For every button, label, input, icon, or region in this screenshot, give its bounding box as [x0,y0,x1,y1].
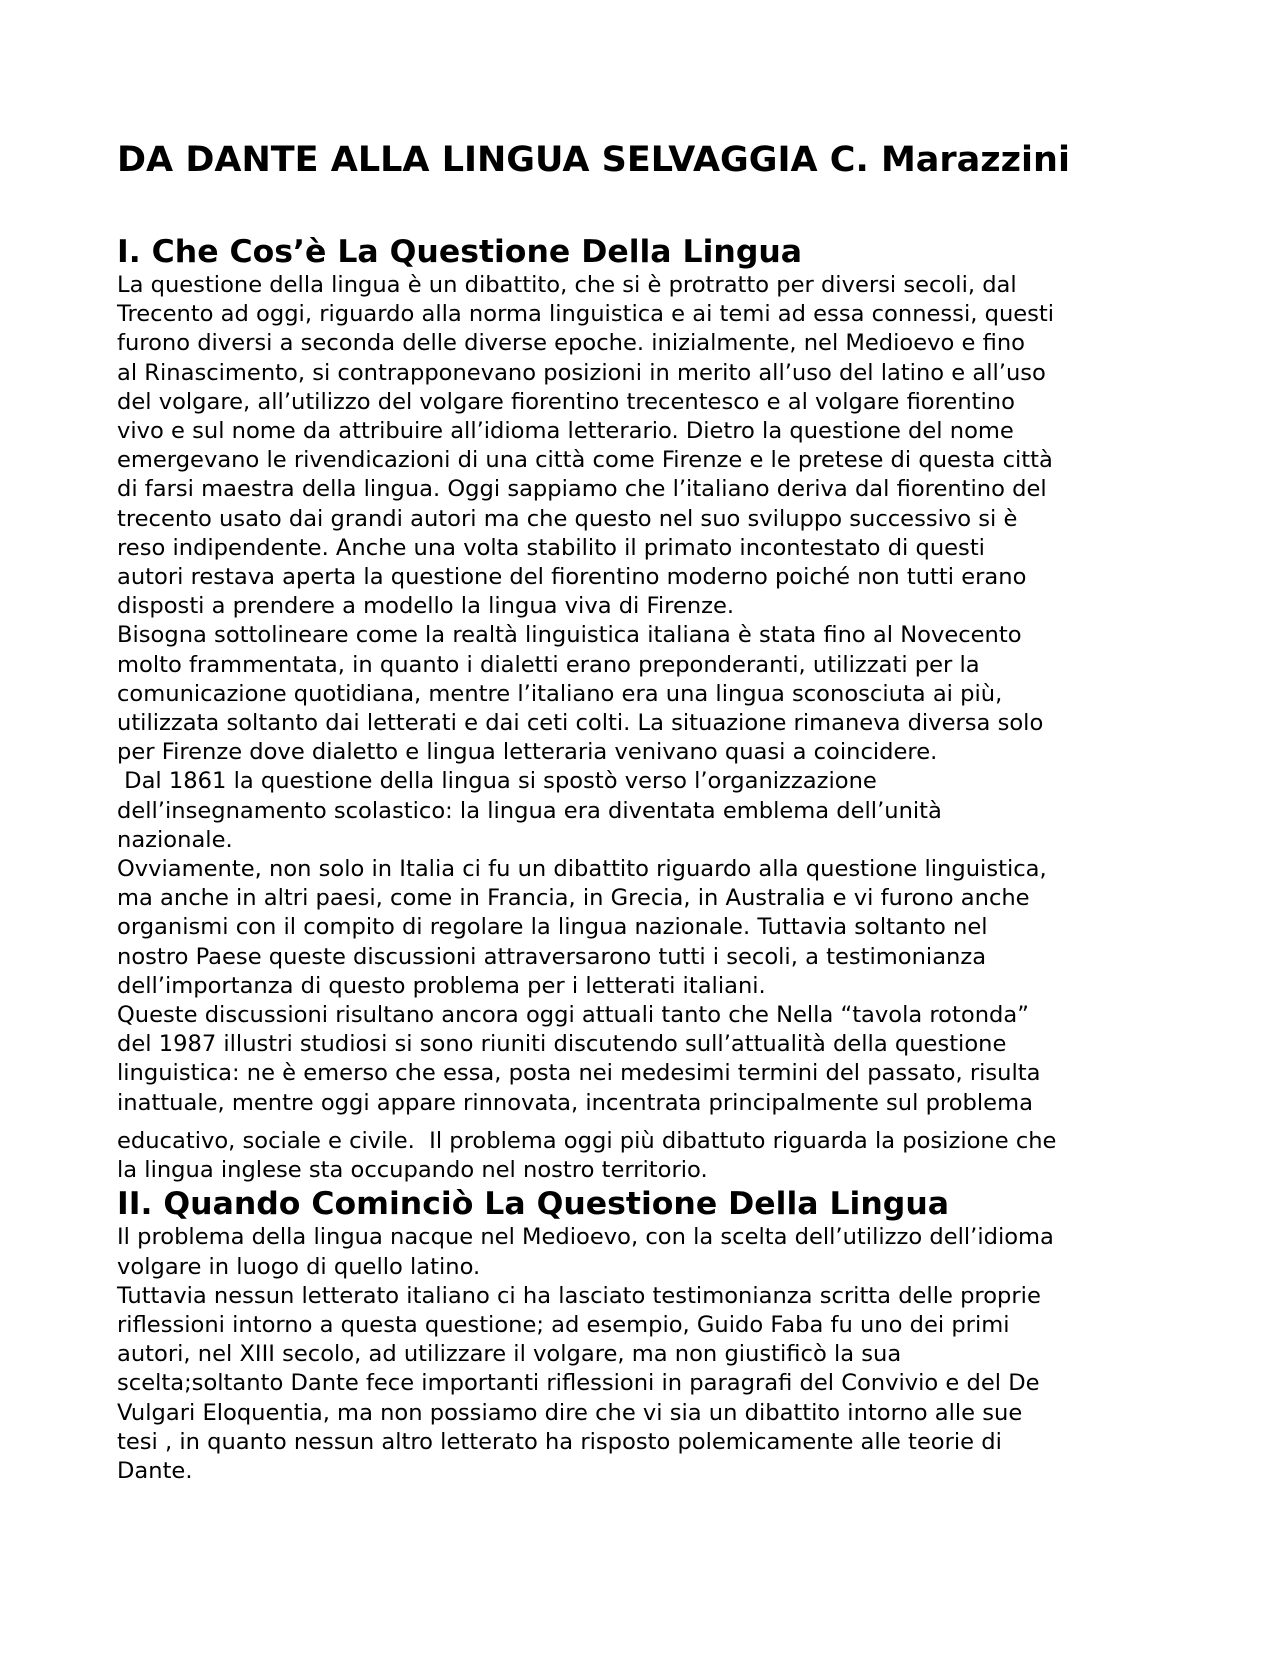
body-line: organismi con il compito di regolare la lingua nazionale. Tuttavia soltanto nel [117,914,988,941]
body-line: inattuale, mentre oggi appare rinnovata, incentrata principalmente sul problema [117,1089,1033,1116]
section-body [117,271,1177,1185]
body-line: riflessioni intorno a questa questione; ad esempio, Guido Faba fu uno dei primi [117,1311,1010,1338]
body-line: Vulgari Eloquentia, ma non possiamo dire che vi sia un dibattito intorno alle sue [117,1399,1023,1426]
body-line: scelta;soltanto Dante fece importanti riflessioni in paragrafi del Convivio e del De [117,1370,1040,1397]
body-line: educativo, sociale e civile. Il problema oggi più dibattuto riguarda la posizione che [117,1127,1057,1154]
body-line: Ovviamente, non solo in Italia ci fu un dibattito riguardo alla questione linguistica, [117,856,1047,883]
document-title: DA DANTE ALLA LINGUA SELVAGGIA C. Marazzini [117,140,1070,180]
body-line: la lingua inglese sta occupando nel nostro territorio. [117,1157,708,1184]
body-line: nostro Paese queste discussioni attraversarono tutti i secoli, a testimonianza [117,943,987,970]
body-line: nazionale. [117,826,233,853]
body-line: Tuttavia nessun letterato italiano ci ha lasciato testimonianza scritta delle proprie [117,1282,1041,1309]
body-line: furono diversi a seconda delle diverse epoche. inizialmente, nel Medioevo e fino [117,330,1025,357]
body-line: Trecento ad oggi, riguardo alla norma linguistica e ai temi ad essa connessi, questi [117,301,1055,328]
body-line: La questione della lingua è un dibattito, che si è protratto per diversi secoli, dal [117,272,1017,298]
body-line: di farsi maestra della lingua. Oggi sappiamo che l’italiano deriva dal fiorentino del [117,476,1047,503]
body-line: molto frammentata, in quanto i dialetti erano preponderanti, utilizzati per la [117,651,980,678]
body-line: dell’importanza di questo problema per i letterati italiani. [117,972,766,999]
body-line: Queste discussioni risultano ancora oggi attuali tanto che Nella “tavola rotonda” [117,1002,1029,1029]
body-line: vivo e sul nome da attribuire all’idioma letterario. Dietro la questione del nome [117,418,1014,445]
body-line: comunicazione quotidiana, mentre l’italiano era una lingua sconosciuta ai più, [117,680,1003,707]
body-line: volgare in luogo di quello latino. [117,1253,481,1280]
body-line: reso indipendente. Anche una volta stabilito il primato incontestato di questi [117,534,985,561]
body-line: utilizzata soltanto dai letterati e dai ceti colti. La situazione rimaneva diversa solo [117,710,1044,737]
body-line: emergevano le rivendicazioni di una città come Firenze e le pretese di questa città [117,447,1053,474]
section-heading: II. Quando Cominciò La Questione Della Lingua [117,1186,950,1223]
body-line: Bisogna sottolineare come la realtà linguistica italiana è stata fino al Novecento [117,622,1022,649]
body-line: linguistica: ne è emerso che essa, posta nei medesimi termini del passato, risulta [117,1060,1041,1087]
body-line: al Rinascimento, si contrapponevano posizioni in merito all’uso del latino e all’uso [117,359,1046,386]
body-line: per Firenze dove dialetto e lingua letteraria venivano quasi a coincidere. [117,739,938,766]
body-line: del volgare, all’utilizzo del volgare fiorentino trecentesco e al volgare fiorentino [117,388,1015,415]
body-line: ma anche in altri paesi, come in Francia, in Grecia, in Australia e vi furono anche [117,885,1030,912]
body-line: dell’insegnamento scolastico: la lingua era diventata emblema dell’unità [117,797,942,824]
body-line: trecento usato dai grandi autori ma che questo nel suo sviluppo successivo si è [117,505,1018,532]
document-page [117,138,1177,1486]
section-heading: I. Che Cos’è La Questione Della Lingua [117,234,803,270]
body-line: disposti a prendere a modello la lingua viva di Firenze. [117,593,735,620]
body-line: del 1987 illustri studiosi si sono riuniti discutendo sull’attualità della questione [117,1031,1007,1058]
body-line: autori restava aperta la questione del fiorentino moderno poiché non tutti erano [117,564,1027,591]
body-line: tesi , in quanto nessun altro letterato ha risposto polemicamente alle teorie di [117,1428,1002,1455]
body-line: autori, nel XIII secolo, ad utilizzare il volgare, ma non giustificò la sua [117,1341,902,1368]
section-body [117,1223,1177,1486]
body-line: Dal 1861 la questione della lingua si spostò verso l’organizzazione [117,768,877,795]
body-line: Dante. [117,1457,193,1484]
body-line: Il problema della lingua nacque nel Medioevo, con la scelta dell’utilizzo dell’idioma [117,1224,1054,1251]
